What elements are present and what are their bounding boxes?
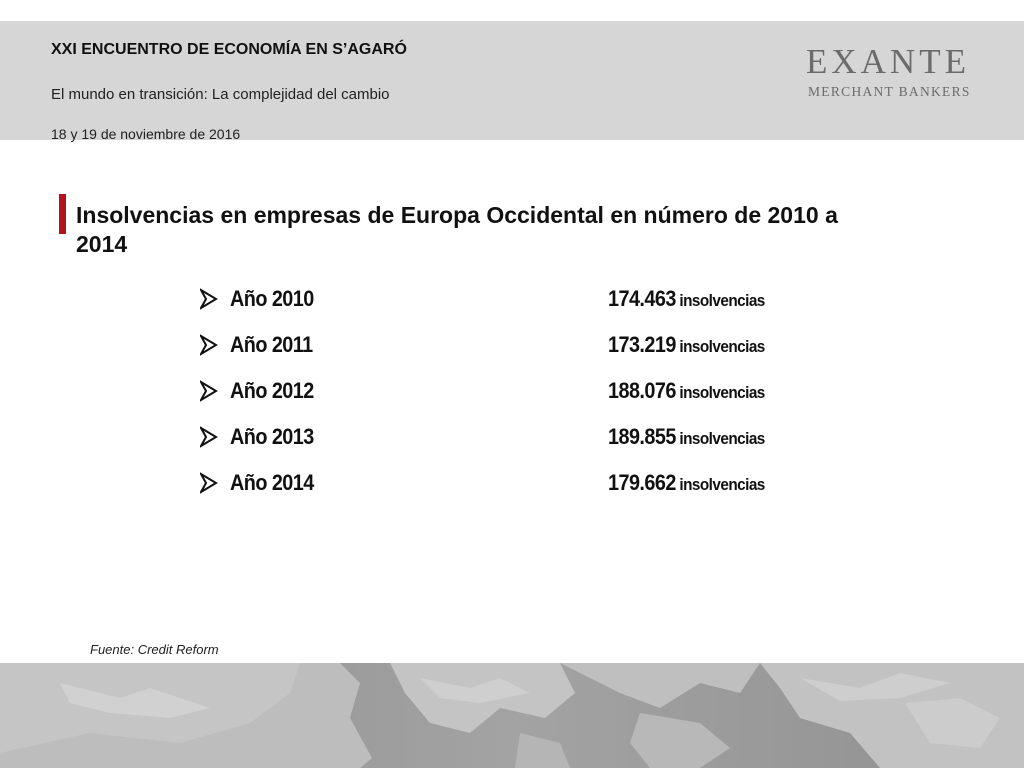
insolvency-list <box>200 286 840 516</box>
event-title: XXI ENCUENTRO DE ECONOMÍA EN S’AGARÓ <box>51 41 407 58</box>
source-note: Fuente: Credit Reform <box>90 642 219 657</box>
list-item <box>200 424 840 470</box>
value-unit: insolvencias <box>679 475 765 494</box>
value-number: 188.076 <box>608 378 676 403</box>
list-item <box>200 378 840 424</box>
title-accent-bar <box>59 194 66 234</box>
value-unit: insolvencias <box>679 337 765 356</box>
list-item <box>200 286 840 332</box>
arrow-bullet-icon <box>200 288 218 310</box>
europe-relief-map <box>0 663 1024 768</box>
value-unit: insolvencias <box>679 383 765 402</box>
exante-logo: EXANTE <box>806 42 970 81</box>
arrow-bullet-icon <box>200 334 218 356</box>
slide-title: Insolvencias en empresas de Europa Occidental en número de 2010 a 2014 <box>76 202 838 257</box>
insolvency-value <box>608 378 765 404</box>
arrow-bullet-icon <box>200 380 218 402</box>
event-date: 18 y 19 de noviembre de 2016 <box>51 126 241 142</box>
value-number: 189.855 <box>608 424 676 449</box>
insolvency-value <box>608 286 765 312</box>
year-label: Año 2010 <box>230 286 314 311</box>
year-label: Año 2013 <box>230 424 314 449</box>
arrow-bullet-icon <box>200 426 218 448</box>
arrow-bullet-icon <box>200 472 218 494</box>
value-number: 174.463 <box>608 286 676 311</box>
year-label: Año 2011 <box>230 332 313 357</box>
insolvency-value <box>608 424 765 450</box>
value-number: 179.662 <box>608 470 676 495</box>
value-number: 173.219 <box>608 332 676 357</box>
list-item <box>200 470 840 516</box>
value-unit: insolvencias <box>679 429 765 448</box>
insolvency-value <box>608 470 765 496</box>
year-label: Año 2012 <box>230 378 314 403</box>
value-unit: insolvencias <box>679 291 765 310</box>
list-item <box>200 332 840 378</box>
exante-logo-tagline: MERCHANT BANKERS <box>808 84 971 99</box>
year-label: Año 2014 <box>230 470 314 495</box>
event-subtitle: El mundo en transición: La complejidad del cambio <box>51 86 390 103</box>
insolvency-value <box>608 332 765 358</box>
